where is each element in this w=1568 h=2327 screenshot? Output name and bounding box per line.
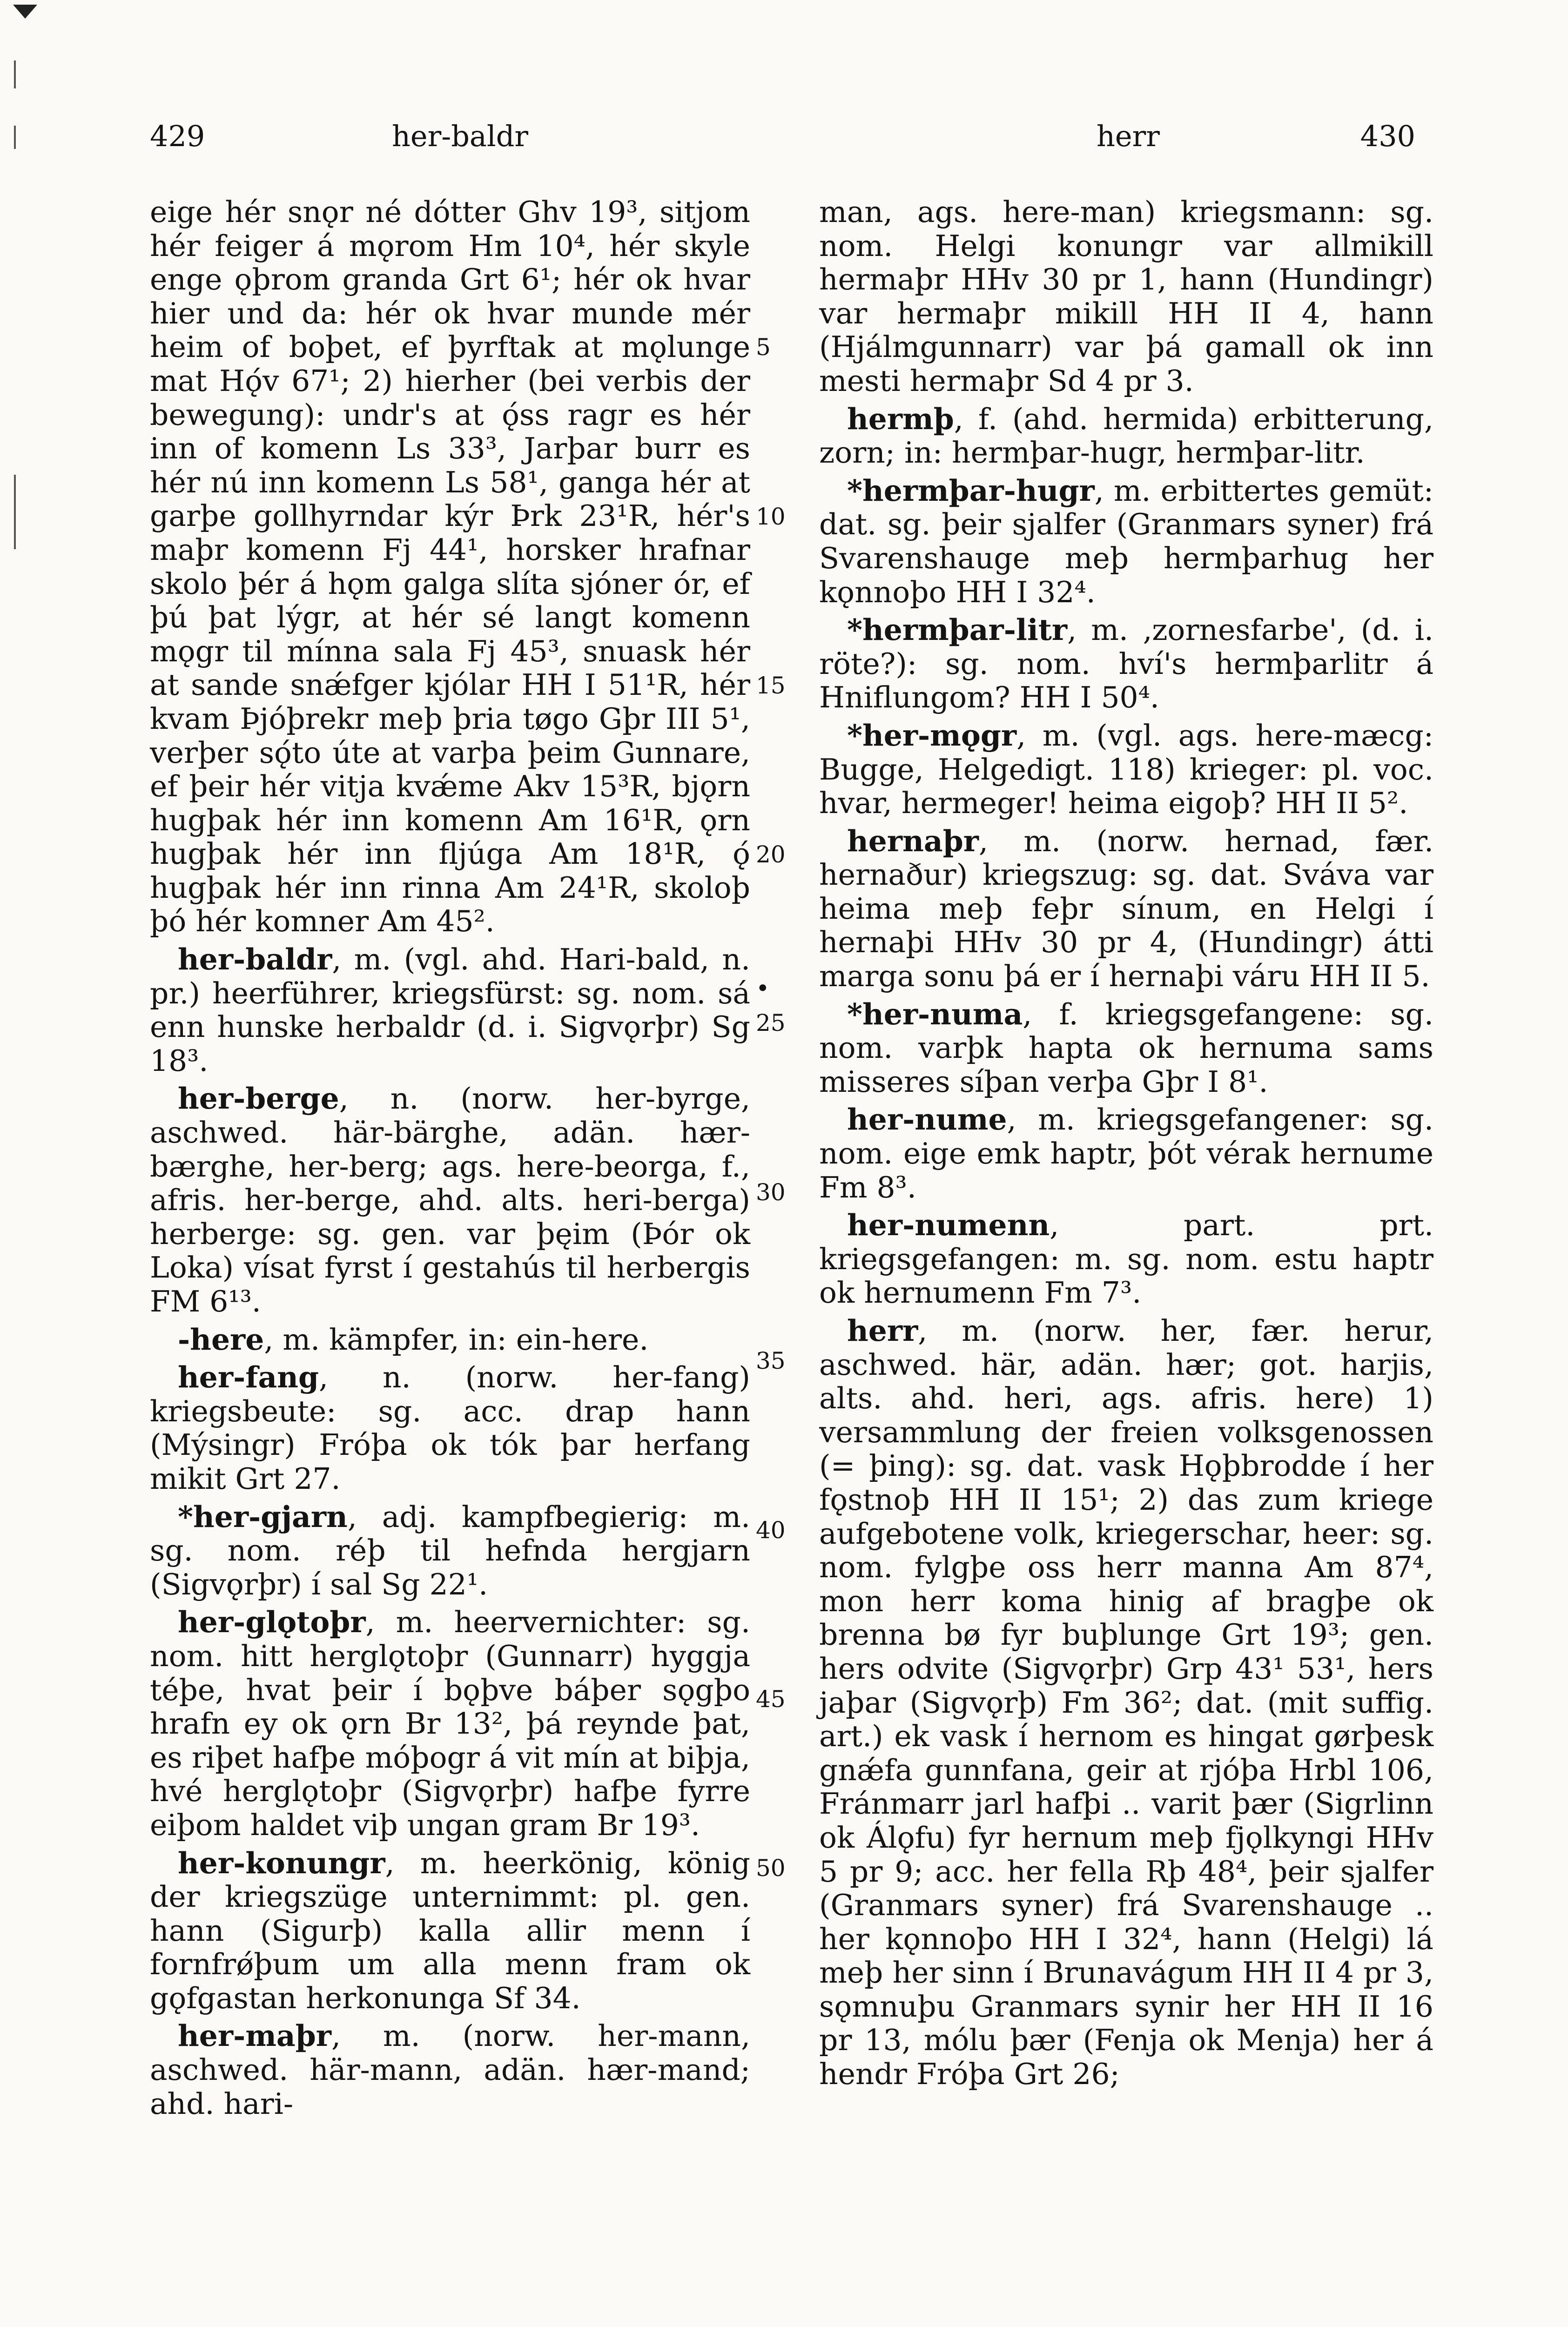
line-number: 40	[756, 1517, 786, 1544]
left-column	[150, 195, 750, 2121]
headword: -here	[178, 1322, 264, 1357]
dictionary-entry: *her-mǫgr, m. (vgl. ags. here-mæcg: Bugge, Helgedigt. 118) krieger: pl. voc. hvar, hermeger! heima eigoþ? HH II 5².	[819, 718, 1433, 821]
right-column	[819, 195, 1433, 2092]
dictionary-entry: her-numenn, part. prt. kriegsgefangen: m. sg. nom. estu haptr ok hernumenn Fm 7³.	[819, 1208, 1433, 1310]
dictionary-entry: *her-gjarn, adj. kampfbegierig: m. sg. nom. réþ til hefnda hergjarn (Sigvǫrþr) í sal Sg 22¹.	[150, 1499, 750, 1601]
headword: *her-mǫgr	[847, 718, 1017, 753]
line-number: •	[756, 975, 770, 1002]
margin-mark	[14, 61, 16, 88]
running-head-right: herr	[1097, 119, 1160, 153]
headword: her-konungr	[178, 1845, 385, 1880]
dictionary-entry: her-konungr, m. heerkönig, könig der kriegszüge unternimmt: pl. gen. hann (Sigurþ) kalla allir menn í fornfrǿþum um alla menn fram ok gǫfgastan herkonunga Sf 34.	[150, 1845, 750, 2015]
dictionary-entry: her-nume, m. kriegsgefangener: sg. nom. eige emk haptr, þót vérak hernume Fm 8³.	[819, 1102, 1433, 1204]
dictionary-entry: man, ags. here-man) kriegsmann: sg. nom. Helgi konungr var allmikill hermaþr HHv 30 pr 1, hann (Hundingr) var hermaþr mikill HH II 4, hann (Hjálmgunnarr) var þá gamall ok inn mesti hermaþr Sd 4 pr 3.	[819, 195, 1433, 398]
headword: *her-numa	[847, 996, 1023, 1031]
line-number: 25	[756, 1009, 786, 1036]
margin-mark	[14, 475, 16, 549]
line-number: 50	[756, 1855, 786, 1882]
dictionary-entry: her-fang, n. (norw. her-fang) kriegsbeute: sg. acc. drap hann (Mýsingr) Fróþa ok tók þar herfang mikit Grt 27.	[150, 1360, 750, 1496]
headword: her-nume	[847, 1102, 1007, 1137]
dictionary-entry: hernaþr, m. (norw. hernad, fær. hernaður) kriegszug: sg. dat. Sváva var heima meþ feþr sínum, en Helgi í hernaþi HHv 30 pr 4, (Hundingr) átti marga sonu þá er í hernaþi váru HH II 5.	[819, 823, 1433, 994]
line-number: 45	[756, 1686, 786, 1713]
dictionary-entry: herr, m. (norw. her, fær. herur, aschwed. här, adän. hær; got. harjis, alts. ahd. heri, ags. afris. here) 1) versammlung der freien volksgenossen (= þing): sg. dat. vask Hǫþbrodde í her fǫstnoþ HH II 15¹; 2) das zum kriege aufgebotene volk, kriegerschar, heer: sg. nom. fylgþe oss herr manna Am 87⁴, mon herr koma hinig af bragþe ok brenna bø fyr buþlunge Grt 19³; gen. hers odvite (Sigvǫrþr) Grp 43¹ 53¹, hers jaþar (Sigvǫrþ) Fm 36²; dat. (mit suffig. art.) ek vask í hernom es hingat gørþesk gnǽfa gunnfana, geir at rjóþa Hrbl 106, Fránmarr jarl hafþi .. varit þær (Sigrlinn ok Álǫfu) fyr hernum meþ fjǫlkyngi HHv 5 pr 9; acc. her fella Rþ 48⁴, þeir sjalfer (Granmars syner) frá Svarenshauge .. her kǫnnoþo HH I 32⁴, hann (Helgi) lá meþ her sinn í Brunavágum HH II 4 pr 3, sǫmnuþu Granmars synir her HH II 16 pr 13, mólu þær (Fenja ok Menja) her á hendr Fróþa Grt 26;	[819, 1313, 1433, 2092]
line-number: 20	[756, 841, 786, 868]
headword: *hermþar-hugr	[847, 473, 1095, 508]
dictionary-entry: hermþ, f. (ahd. hermida) erbitterung, zorn; in: hermþar-hugr, hermþar-litr.	[819, 401, 1433, 470]
running-head-left: her-baldr	[392, 119, 529, 153]
page-number-right: 430	[1360, 119, 1415, 153]
headword: *her-gjarn	[178, 1499, 348, 1534]
dictionary-entry: *hermþar-litr, m. ‚zornesfarbe', (d. i. röte?): sg. nom. hví's hermþarlitr á Hniflungom? HH I 50⁴.	[819, 612, 1433, 715]
line-number: 15	[756, 672, 786, 699]
dictionary-entry: -here, m. kämpfer, in: ein-here.	[178, 1322, 649, 1357]
line-number: 10	[756, 503, 786, 530]
dictionary-entry: *hermþar-hugr, m. erbittertes gemüt: dat. sg. þeir sjalfer (Granmars syner) frá Svarenshauge meþ hermþarhug her kǫnnoþo HH I 32⁴.	[819, 473, 1433, 609]
headword: her-fang	[178, 1360, 319, 1395]
line-number: 30	[756, 1179, 786, 1206]
headword: hermþ	[847, 401, 954, 436]
headword: hernaþr	[847, 823, 979, 858]
headword: her-berge	[178, 1081, 339, 1116]
dictionary-entry: *her-numa, f. kriegsgefangene: sg. nom. varþk hapta ok hernuma sams misseres síþan verþa Gþr I 8¹.	[819, 996, 1433, 1099]
headword: her-baldr	[178, 942, 332, 977]
headword: her-maþr	[178, 2018, 331, 2053]
page-header	[0, 115, 1568, 157]
dictionary-entry: her-maþr, m. (norw. her-mann, aschwed. här-mann, adän. hær-mand; ahd. hari-	[150, 2018, 750, 2121]
dictionary-entry: her-baldr, m. (vgl. ahd. Hari-bald, n. pr.) heerführer, kriegsfürst: sg. nom. sá enn hunske herbaldr (d. i. Sigvǫrþr) Sg 18³.	[150, 942, 750, 1078]
page-number-left: 429	[150, 119, 205, 153]
headword: her-glǫtoþr	[178, 1605, 366, 1640]
line-number: 5	[756, 334, 771, 361]
corner-mark	[13, 5, 37, 19]
dictionary-entry: eige hér snǫr né dótter Ghv 19³, sitjom hér feiger á mǫrom Hm 10⁴, hér skyle enge ǫþrom granda Grt 6¹; hér ok hvar hier und da: hér ok hvar munde mér heim of boþet, ef þyrftak at mǫlunge mat Hǫ́v 67¹; 2) hierher (bei verbis der bewegung): undr's at ǫ́ss ragr es hér inn of komenn Ls 33³, Jarþar burr es hér nú inn komenn Ls 58¹, ganga hér at garþe gollhyrndar kýr Þrk 23¹R, hér's maþr komenn Fj 44¹, horsker hrafnar skolo þér á hǫm galga slíta sjóner ór, ef þú þat lýgr, at hér sé langt komenn mǫgr til mínna sala Fj 45³, snuask hér at sande snǽfger kjólar HH I 51¹R, hér kvam Þjóþrekr meþ þria tøgo Gþr III 5¹, verþer sǫ́to úte at varþa þeim Gunnare, ef þeir hér vitja kvǽme Akv 15³R, bjǫrn hugþak hér inn komenn Am 16¹R, ǫrn hugþak hér inn fljúga Am 18¹R, ǫ́ hugþak hér inn rinna Am 24¹R, skoloþ þó hér komner Am 45².	[150, 195, 750, 939]
dictionary-entry: her-berge, n. (norw. her-byrge, aschwed. här-bärghe, adän. hær-bærghe, her-berg; ags. here-beorga, f., afris. her-berge, ahd. alts. heri-berga) herberge: sg. gen. var þęim (Þór ok Loka) vísat fyrst í gestahús til herbergis FM 6¹³.	[150, 1081, 750, 1318]
line-number: 35	[756, 1347, 786, 1374]
headword: *hermþar-litr	[847, 612, 1068, 647]
dictionary-entry: her-glǫtoþr, m. heervernichter: sg. nom. hitt herglǫtoþr (Gunnarr) hyggja téþe, hvat þeir í bǫþve báþer sǫgþo hrafn ey ok ǫrn Br 13², þá reynde þat, es riþet hafþe móþogr á vit mín at biþja, hvé herglǫtoþr (Sigvǫrþr) hafþe fyrre eiþom haldet viþ ungan gram Br 19³.	[150, 1605, 750, 1842]
headword: her-numenn	[847, 1208, 1050, 1243]
headword: herr	[847, 1313, 918, 1348]
